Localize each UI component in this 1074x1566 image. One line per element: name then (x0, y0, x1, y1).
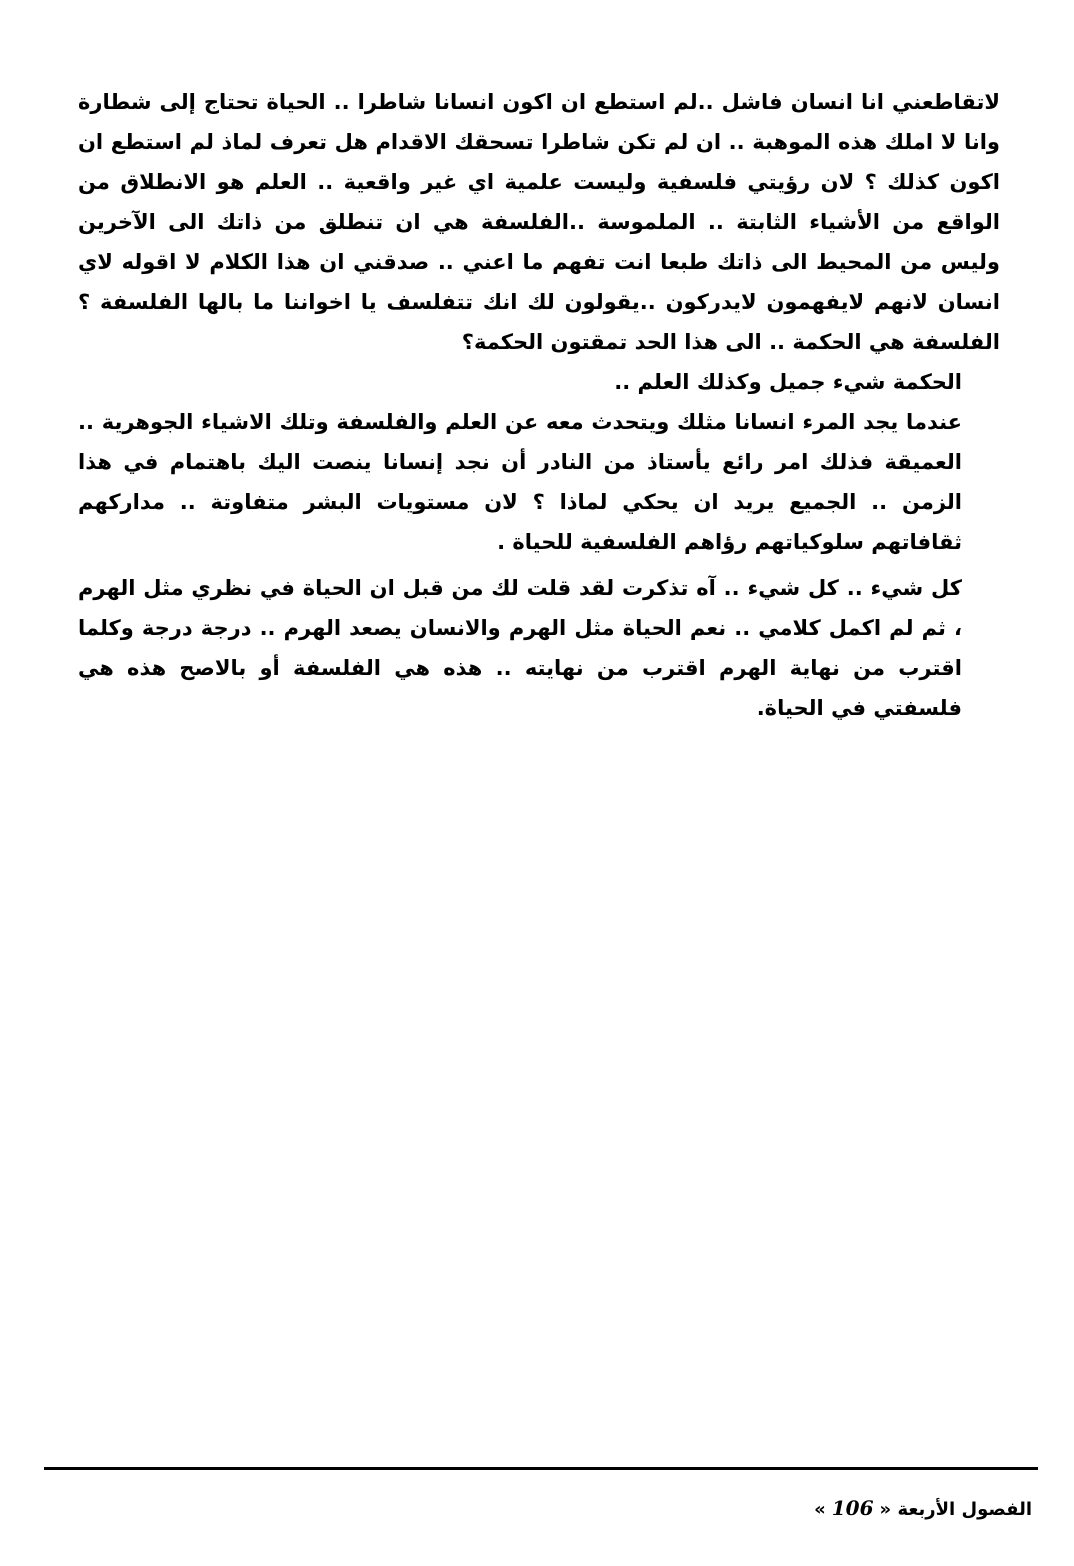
page-number: 106 (831, 1496, 874, 1520)
footer-close-quote: » (814, 1499, 826, 1520)
paragraph-3: عندما يجد المرء انسانا مثلك ويتحدث معه عن العلم والفلسفة وتلك الاشياء الجوهرية .. العميقة فذلك امر رائع يأستاذ من النادر أن نجد إنسانا ينصت اليك باهتمام في هذا الزمن .. الجميع يريد ان يحكي لماذا ؟ لان مستويات البشر متفاوتة .. مداركهم ثقافاتهم سلوكياتهم رؤاهم الفلسفية للحياة . (78, 410, 962, 554)
footer-divider (44, 1467, 1038, 1470)
paragraph-1: لاتقاطعني انا انسان فاشل ..لم استطع ان اكون انسانا شاطرا .. الحياة تحتاج إلى شطارة وانا لا املك هذه الموهبة .. ان لم تكن شاطرا تسحقك الاقدام هل تعرف لماذ لم استطع ان اكون كذلك ؟ لان رؤيتي فلسفية وليست علمية اي غير واقعية .. العلم هو الانطلاق من الواقع من الأشياء الثابتة .. الملموسة ..الفلسفة هي ان تنطلق من ذاتك الى الآخرين وليس من المحيط الى ذاتك طبعا انت تفهم ما اعني .. صدقني ان هذا الكلام لا اقوله لاي انسان لانهم لايفهمون لايدركون ..يقولون لك انك تتفلسف يا اخواننا ما بالها الفلسفة ؟ الفلسفة هي الحكمة .. الى هذا الحد تمقتون الحكمة؟ (78, 90, 1000, 354)
footer-title: الفصول الأربعة (897, 1499, 1032, 1520)
paragraph-2: الحكمة شيء جميل وكذلك العلم .. (614, 370, 962, 394)
paragraph-4: كل شيء .. كل شيء .. آه تذكرت لقد قلت لك من قبل ان الحياة في نظري مثل الهرم ، ثم لم اكمل كلامي .. نعم الحياة مثل الهرم والانسان يصعد الهرم .. درجة درجة وكلما اقترب من نهاية الهرم اقترب من نهايته .. هذه هي الفلسفة أو بالاصح هذه هي فلسفتي في الحياة. (78, 576, 962, 720)
body-text (78, 82, 1000, 728)
page-footer (814, 1496, 1032, 1520)
footer-open-quote: « (879, 1499, 892, 1520)
